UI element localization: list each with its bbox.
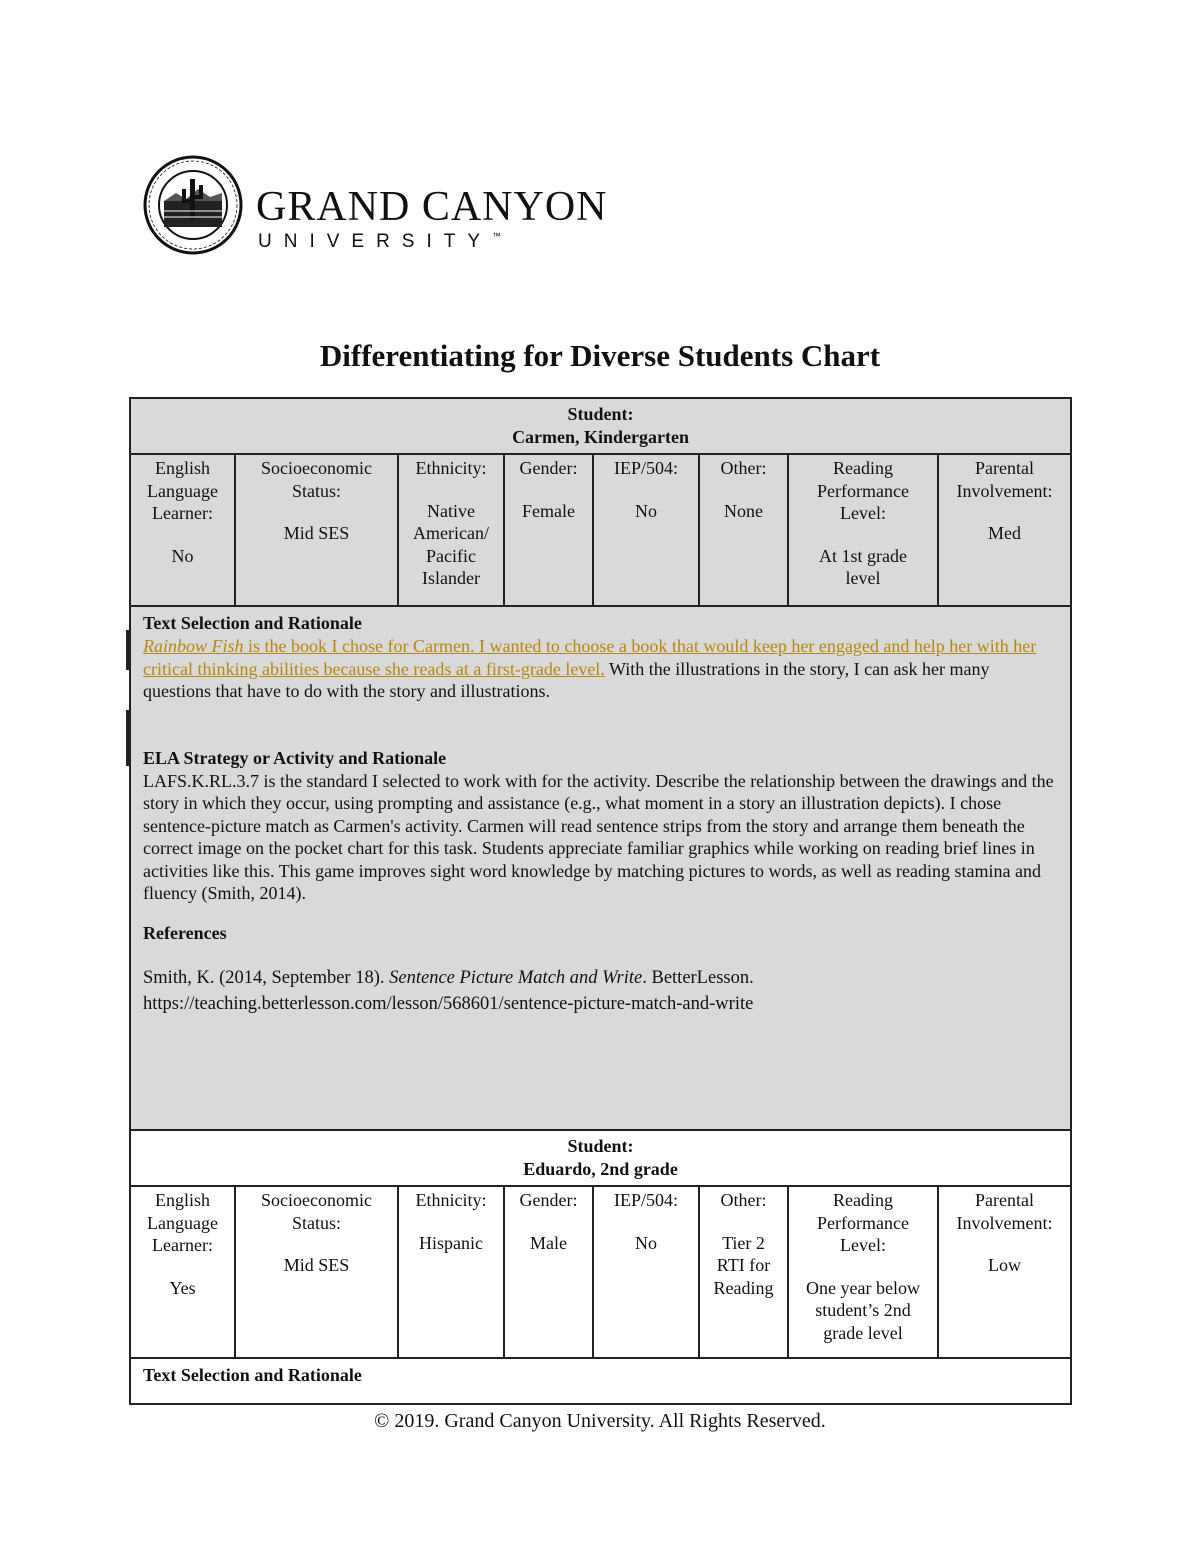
student-header [130, 398, 1071, 454]
ell-label: English Language Learner: [147, 1190, 218, 1255]
parental-value: Med [988, 523, 1022, 543]
gender-cell [504, 454, 593, 606]
university-name: GRAND CANYON [256, 184, 608, 230]
ethnicity-label: Ethnicity: [415, 458, 487, 478]
student-header-row [130, 1130, 1071, 1186]
rationale-row [130, 606, 1071, 1130]
university-logo [140, 155, 620, 255]
other-label: Other: [720, 1190, 767, 1210]
reference-author: Smith, K. (2014, September 18). [143, 967, 390, 988]
copyright-footer: © 2019. Grand Canyon University. All Rights Reserved. [374, 1410, 826, 1432]
ethnicity-label: Ethnicity: [415, 1190, 487, 1210]
other-label: Other: [720, 458, 767, 478]
rationale-cell [130, 606, 1071, 1130]
ses-value: Mid SES [283, 1255, 350, 1275]
ell-cell [130, 454, 235, 606]
student-label: Student: [567, 1136, 634, 1156]
university-wordmark [256, 185, 608, 253]
book-title: Rainbow Fish [143, 636, 244, 656]
student-header-row [130, 398, 1071, 454]
reading-cell [788, 1186, 938, 1358]
page-title: Differentiating for Diverse Students Chart [319, 338, 881, 373]
student-label: Student: [567, 404, 634, 424]
parental-cell [938, 454, 1071, 606]
student-name: Carmen, Kindergarten [512, 426, 690, 447]
parental-cell [938, 1186, 1071, 1358]
iep-cell [593, 454, 699, 606]
ses-label: Socioeconomic Status: [261, 1190, 372, 1233]
text-selection-heading: Text Selection and Rationale [143, 613, 362, 633]
ethnicity-cell [398, 1186, 504, 1358]
text-selection-heading: Text Selection and Rationale [143, 1365, 362, 1385]
reading-label: Reading Performance Level: [817, 458, 909, 523]
ses-label: Socioeconomic Status: [261, 458, 372, 501]
iep-label: IEP/504: [613, 458, 678, 478]
ses-cell [235, 1186, 398, 1358]
rationale-cell [130, 1358, 1071, 1404]
iep-label: IEP/504: [613, 1190, 678, 1210]
ethnicity-value: Native American/ Pacific Islander [413, 500, 489, 588]
gender-value: Male [530, 1232, 567, 1253]
gender-value: Female [522, 500, 575, 521]
student-attributes-row [130, 454, 1071, 606]
references-heading: References [143, 922, 227, 943]
student-header [130, 1130, 1071, 1186]
ela-text: LAFS.K.RL.3.7 is the standard I selected to work with for the activity. Describe the relationship between the drawings and the story in which they occur, using prompting and assistance (e.g., what moment in a story an illustration depicts). I chose sentence-picture match as Carmen's activity. Carmen will read sentence strips from the story and arrange them beneath the correct image on the pocket chart for this task. Students appreciate familiar graphics while working on reading brief lines in activities like this. This game improves sight word knowledge by matching pictures to words, as well as reading stamina and fluency (Smith, 2014). [143, 770, 1054, 903]
student-name: Eduardo, 2nd grade [523, 1158, 678, 1179]
parental-value: Low [988, 1255, 1022, 1275]
ela-heading: ELA Strategy or Activity and Rationale [143, 747, 447, 768]
iep-cell [593, 1186, 699, 1358]
reference-entry [143, 965, 1056, 991]
reading-value: At 1st grade level [819, 545, 907, 588]
reference-publisher: . BetterLesson. [642, 967, 754, 988]
iep-value: No [635, 1232, 657, 1253]
reading-label: Reading Performance Level: [817, 1190, 909, 1255]
parental-label: Parental Involvement: [956, 1190, 1053, 1233]
reference-url[interactable]: https://teaching.betterlesson.com/lesson/568601/sentence-picture-match-and-write [143, 993, 754, 1014]
ell-cell [130, 1186, 235, 1358]
rationale-text: With the illustrations in the story, I can ask her many questions that have to do with the story and illustrations. [143, 658, 990, 701]
gender-label: Gender: [519, 1190, 578, 1210]
university-seal-icon [140, 155, 246, 255]
ses-value: Mid SES [283, 523, 350, 543]
gender-cell [504, 1186, 593, 1358]
other-value: Tier 2 RTI for Reading [713, 1232, 774, 1298]
rationale-row [130, 1358, 1071, 1404]
other-cell [699, 454, 788, 606]
text-selection-body [143, 635, 1056, 703]
reading-cell [788, 454, 938, 606]
student-attributes-row [130, 1186, 1071, 1358]
students-chart [129, 397, 1072, 1405]
ses-cell [235, 454, 398, 606]
parental-label: Parental Involvement: [956, 458, 1053, 501]
other-cell [699, 1186, 788, 1358]
ell-label: English Language Learner: [147, 458, 218, 523]
reference-title: Sentence Picture Match and Write [389, 967, 643, 988]
ell-value: No [171, 545, 194, 566]
ethnicity-value: Hispanic [419, 1232, 483, 1253]
iep-value: No [635, 500, 657, 521]
highlighted-rationale: is the book I chose for Carmen. I wanted to choose a book that would keep her engaged and help her with her critical thinking abilities because she reads at a first-grade level. [143, 636, 1037, 679]
other-value: None [724, 500, 763, 521]
reading-value: One year below student’s 2nd grade level [806, 1277, 920, 1343]
ell-value: Yes [169, 1277, 196, 1298]
university-subname: UNIVERSITY™ [258, 231, 502, 252]
gender-label: Gender: [519, 458, 578, 478]
ethnicity-cell [398, 454, 504, 606]
